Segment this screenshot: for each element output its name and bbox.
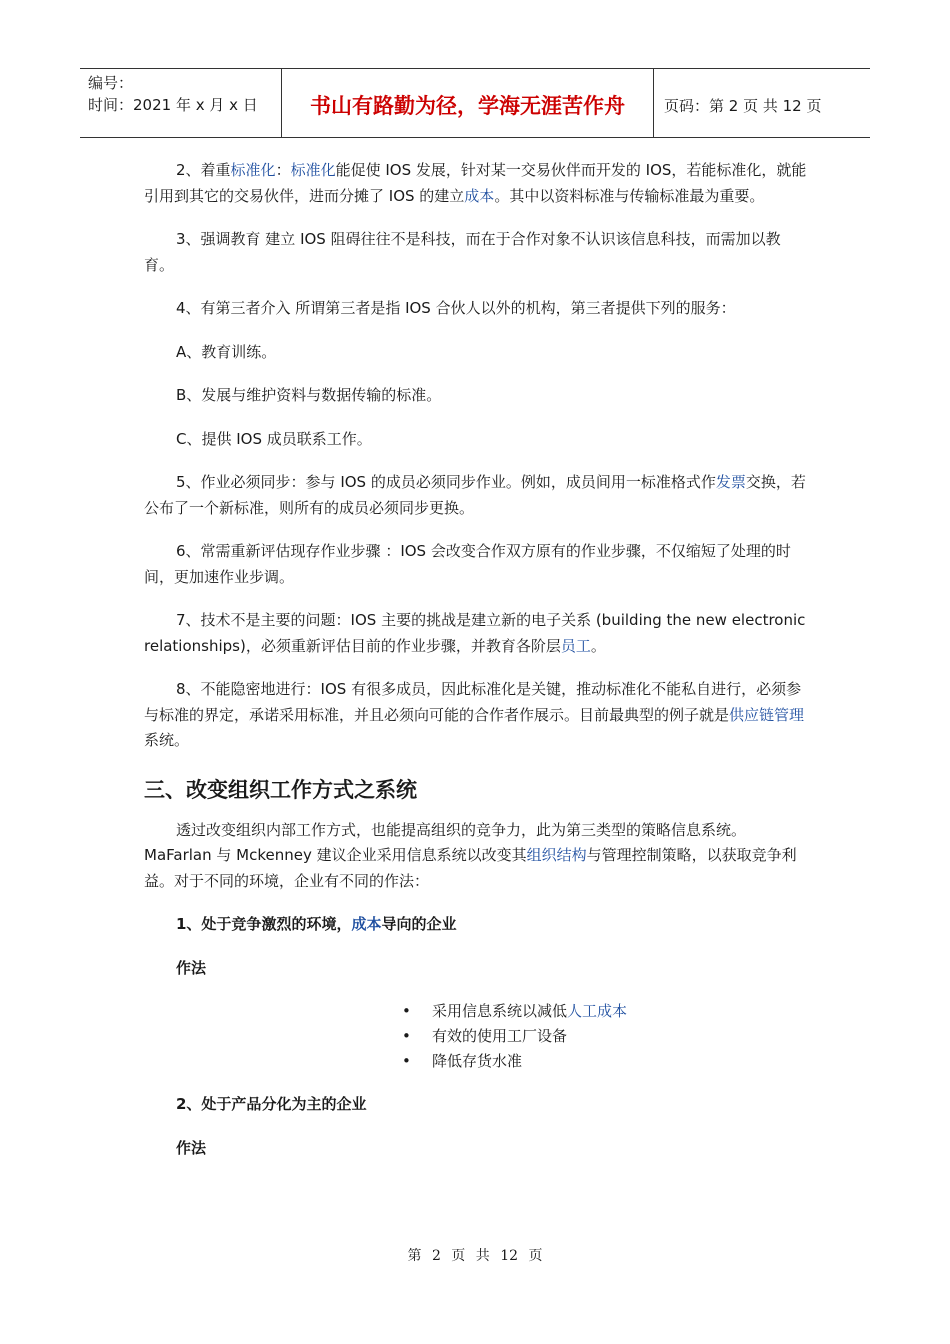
section-intro [144,818,810,895]
header-meta [80,69,282,137]
text: 。 [590,636,606,655]
text: 8、不能隐密地进行：IOS 有很多成员，因此标准化是关键，推动标准化不能私自进行，必须参与标准的界定，承诺采用标准，并且必须向可能的合作者作展示。目前最典型的例子就是 [144,680,802,724]
text: 能促使 IOS 发展，针对某一交易伙伴而开发的 IOS，若能标准化，就能引用到其它的交易伙伴，进而分摊了 IOS 的建立 [144,161,807,205]
item-3: 3、强调教育 建立 IOS 阻碍往往不是科技，而在于合作对象不认识该信息科技，而需加以教育。 [144,230,781,274]
document-body [144,158,810,1179]
section-heading: 三、改变组织工作方式之系统 [144,777,417,802]
bullet-icon: • [402,1027,411,1045]
method-label-2: 作法 [176,1138,207,1157]
link-standardization[interactable]: 标准化 [230,161,276,179]
item-7 [144,608,810,659]
link-invoice[interactable]: 发票 [715,473,746,491]
item-c: C、提供 IOS 成员联系工作。 [176,429,372,448]
subheading-1 [144,912,810,938]
method-list [144,999,810,1074]
text: 有效的使用工厂设备 [432,1027,568,1045]
header-page-info: 页码：第 2 页 共 12 页 [664,96,822,115]
list-item [400,1049,810,1074]
link-org-structure[interactable]: 组织结构 [526,846,587,864]
subheading-2: 2、处于产品分化为主的企业 [176,1095,367,1113]
list-item [400,999,810,1024]
text: 降低存货水准 [432,1052,523,1070]
item-4: 4、有第三者介入 所谓第三者是指 IOS 合伙人以外的机构，第三者提供下列的服务： [176,299,736,317]
link-standardization-2[interactable]: 标准化 [290,161,336,179]
link-supply-chain[interactable]: 供应链管理 [729,705,805,724]
list-item [400,1024,810,1049]
text: 1、处于竞争激烈的环境， [176,915,352,933]
text: 交换，若公布了一个新标准，则所有的成员必须同步更换。 [144,473,806,517]
date-label: 时间：2021 年 x 月 x 日 [88,96,258,114]
item-6: 6、常需重新评估现存作业步骤 ：IOS 会改变合作双方原有的作业步骤，不仅缩短了处理的时间，更加速作业步调。 [144,542,791,586]
item-a: A、教育训练。 [176,342,277,361]
item-b: B、发展与维护资料与数据传输的标准。 [176,386,442,404]
method-label: 作法 [176,958,207,977]
page-footer: 第 2 页 共 12 页 [407,1248,543,1264]
bullet-icon: • [402,1002,411,1020]
page-header [80,68,870,138]
item-2 [144,158,810,209]
header-motto: 书山有路勤为径，学海无涯苦作舟 [282,69,654,137]
text: ： [275,161,291,179]
text: 。其中以资料标准与传输标准最为重要。 [494,186,765,205]
link-cost-2[interactable]: 成本 [351,915,382,933]
text: 系统。 [144,731,190,749]
text: 2、着重 [176,161,231,179]
text: 采用信息系统以减低 [432,1002,568,1020]
text: 透过改变组织内部工作方式，也能提高组织的竞争力，此为第三类型的策略信息系统。MaFarlan 与 Mckenney 建议企业采用信息系统以改变其 [144,820,747,864]
text: 与管理控制策略，以获取竞争利益。对于不同的环境，企业有不同的作法： [144,846,797,890]
item-8 [144,677,810,754]
link-labor-cost[interactable]: 人工成本 [567,1002,628,1020]
serial-number-label: 编号： [88,74,134,92]
link-employee[interactable]: 员工 [560,636,591,655]
item-5 [144,470,810,521]
bullet-icon: • [402,1052,411,1070]
text: 5、作业必须同步：参与 IOS 的成员必须同步作业。例如，成员间用一标准格式作 [176,473,716,491]
link-cost[interactable]: 成本 [464,186,495,205]
text: 7、技术不是主要的问题：IOS 主要的挑战是建立新的电子关系 (building the new electronic relationships)，必须重新评估目前的作业步骤，并教育各阶层 [144,611,806,655]
text: 导向的企业 [381,915,457,933]
